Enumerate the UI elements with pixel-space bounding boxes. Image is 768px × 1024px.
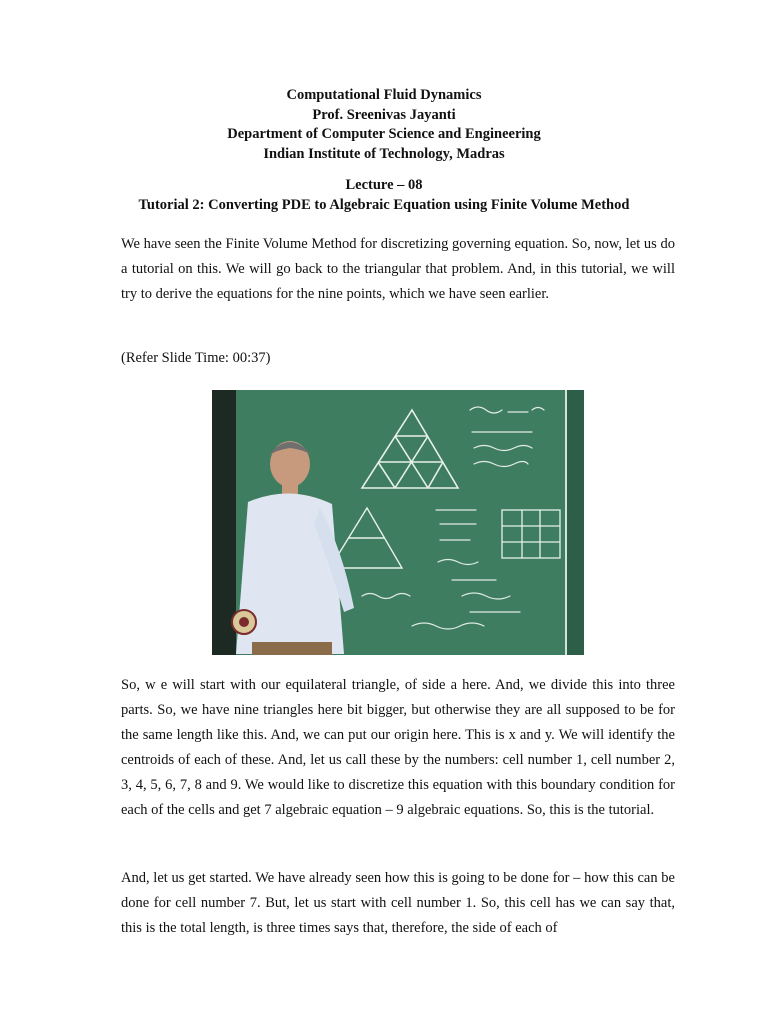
institute-logo — [232, 610, 256, 634]
professor-name: Prof. Sreenivas Jayanti — [312, 106, 456, 123]
document-header — [0, 86, 768, 215]
chalkboard-illustration — [212, 390, 584, 655]
paragraph-cell-one: And, let us get started. We have already seen how this is going to be done for – how this can be done for cell number 7. But, let us start with cell number 1. So, this cell has we can say that, this is the total length, is three times says that, therefore, the side of each of — [121, 870, 675, 936]
lecture-number: Lecture – 08 — [345, 177, 423, 193]
paragraph-intro: We have seen the Finite Volume Method for discretizing governing equation. So, now, let us do a tutorial on this. We will go back to the triangular that problem. And, in this tutorial, we will try to derive the equations for the nine points, which we have seen earlier. — [121, 236, 675, 302]
slide-time-reference: (Refer Slide Time: 00:37) — [121, 350, 271, 366]
institute-name: Indian Institute of Technology, Madras — [263, 145, 505, 162]
paragraph-equilateral-triangle: So, w e will start with our equilateral triangle, of side a here. And, we divide this into three parts. So, we have nine triangles here bit bigger, but otherwise they are all supposed to be for the same length like this. And, we can put our origin here. This is x and y. We will identify the centroids of each of these. And, let us call these by the numbers: cell number 1, cell number 2, 3, 4, 5, 6, 7, 8 and 9. We would like to discretize this equation with this boundary condition for each of the cells and get 7 algebraic equation – 9 algebraic equations. So, this is the tutorial. — [121, 677, 675, 818]
department-name: Department of Computer Science and Engineering — [227, 126, 541, 142]
tutorial-title: Tutorial 2: Converting PDE to Algebraic Equation using Finite Volume Method — [138, 196, 630, 213]
course-title: Computational Fluid Dynamics — [286, 87, 482, 103]
lecture-video-frame — [212, 390, 584, 655]
